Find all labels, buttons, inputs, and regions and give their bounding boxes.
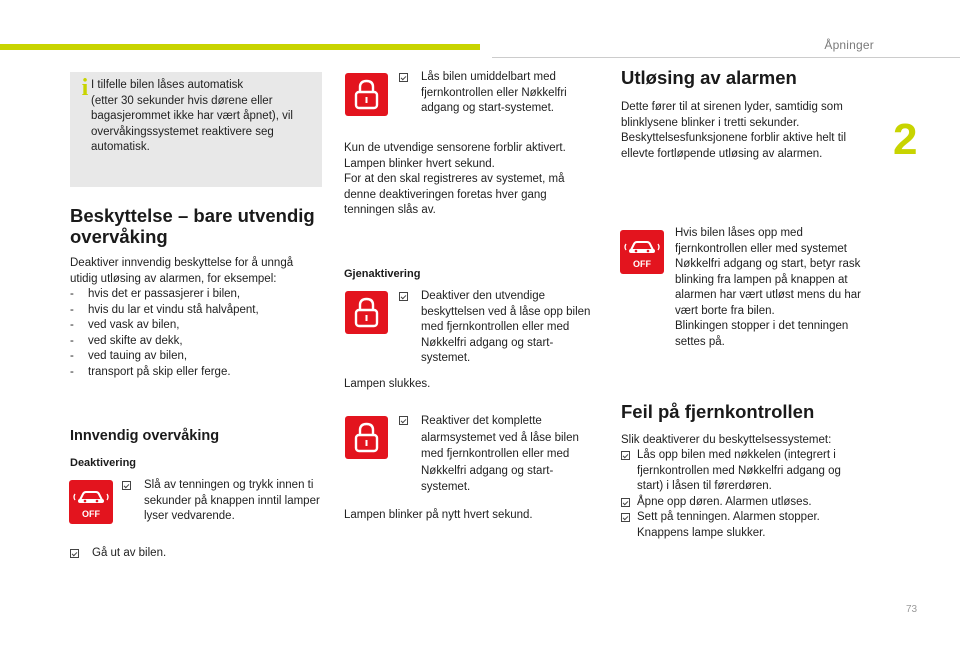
chapter-title: Åpninger <box>824 38 874 52</box>
lamp-blink-info: Lampen blinker på nytt hvert sekund. <box>344 509 533 521</box>
checkbox-icon <box>122 481 131 490</box>
list-item: - ved skifte av dekk, <box>70 334 183 347</box>
header-accent-bar <box>0 44 480 50</box>
svg-text:OFF: OFF <box>633 259 651 269</box>
section-title-line1: Beskyttelse – bare utvendig <box>70 205 315 226</box>
remote-fault-steps <box>621 448 861 541</box>
checkbox-icon <box>621 513 630 522</box>
info-icon: i <box>81 75 89 101</box>
section-title-alarm-trigger: Utløsing av alarmen <box>621 67 797 88</box>
step-unlock-with-key: Lås opp bilen med nøkkelen (integrert i fjernkontrollen med Nøkkelfri adgang og start) i låsen til førerdøren. <box>621 448 861 495</box>
list-item: - hvis du lar et vindu stå halvåpent, <box>70 303 259 316</box>
checkbox-icon <box>399 73 408 82</box>
car-alarm-icon <box>69 480 113 524</box>
section-title-exterior-only <box>70 205 332 247</box>
section-title-line2: overvåking <box>70 226 168 247</box>
alarm-off-button-icon <box>69 480 113 524</box>
section-title-interior: Innvendig overvåking <box>70 428 220 444</box>
checkbox-icon <box>399 416 408 425</box>
step-switch-off-ignition: Slå av tenningen og trykk innen ti sekunder på knappen inntil lamper lyser vedvarende. <box>122 478 322 525</box>
car-alarm-icon <box>620 230 664 274</box>
remote-fault-intro: Slik deaktiverer du beskyttelsessystemet: <box>621 434 832 446</box>
padlock-icon <box>345 416 388 459</box>
list-item: - transport på skip eller ferge. <box>70 365 231 378</box>
step-exit-vehicle: Gå ut av bilen. <box>70 546 322 562</box>
exterior-intro: Deaktiver innvendig beskyttelse for å unngå utidig utløsing av alarmen, for eksempel: <box>70 257 294 285</box>
header-rule <box>492 57 960 58</box>
checkbox-icon <box>621 498 630 507</box>
step-deactivate-exterior: Deaktiver den utvendige beskyttelsen ved å låse opp bilen med fjernkontrollen eller med Nøkkelfri adgang og start-systemet. <box>399 289 591 367</box>
info-text: I tilfelle bilen låses automatisk (etter 30 sekunder hvis dørene eller bagasjerommet ikke har vært åpnet), vil overvåkingssystemet reaktivere seg automatisk. <box>91 79 293 153</box>
checkbox-icon <box>621 451 630 460</box>
section-title-remote-fault: Feil på fjernkontrollen <box>621 401 815 422</box>
list-item: - ved vask av bilen, <box>70 319 180 331</box>
alarm-trigger-body: Dette fører til at sirenen lyder, samtidig som blinklysene blinker i tretti sekunder. Beskyttelsesfunksjonene forblir aktive helt til ellevte fortløpende utløsing av alarmen. <box>621 101 846 160</box>
step-open-door: Åpne opp døren. Alarmen utløses. <box>621 495 861 511</box>
checkbox-icon <box>70 549 79 558</box>
subhead-deactivation: Deaktivering <box>70 457 137 469</box>
padlock-icon <box>345 291 388 334</box>
list-item: - hvis det er passasjerer i bilen, <box>70 288 241 300</box>
step-reactivate-alarm: Reaktiver det komplette alarmsystemet ved å låse bilen med fjernkontrollen eller med Nøkkelfri adgang og start-systemet. <box>399 413 591 496</box>
alarm-triggered-note: Hvis bilen låses opp med fjernkontrollen eller med systemet Nøkkelfri adgang og start, betyr rask blinking fra lampen på knappen at alarmen har vært utløst mens du har vært borte fra bilen. Blinkingen stopper i det tenningen settes på. <box>675 227 861 348</box>
subhead-reactivation: Gjenaktivering <box>344 268 421 280</box>
list-item: - ved tauing av bilen, <box>70 350 188 362</box>
alarm-off-button-icon <box>620 230 664 274</box>
lamp-off-info: Lampen slukkes. <box>344 378 431 390</box>
lock-button-icon <box>345 416 388 459</box>
svg-text:OFF: OFF <box>82 509 100 519</box>
step-lock-immediately: Lås bilen umiddelbart med fjernkontrollen eller Nøkkelfri adgang og start-systemet. <box>399 70 589 117</box>
exterior-sensors-info: Kun de utvendige sensorene forblir aktivert. Lampen blinker hvert sekund. For at den skal registreres av systemet, må denne deaktiveringen foretas hver gang tenningen slås av. <box>344 142 566 216</box>
step-switch-on-ignition: Sett på tenningen. Alarmen stopper. Knappens lampe slukker. <box>621 510 861 541</box>
padlock-icon <box>345 73 388 116</box>
page-number: 73 <box>906 604 918 615</box>
lock-button-icon <box>345 73 388 116</box>
checkbox-icon <box>399 292 408 301</box>
exterior-examples-list <box>70 287 322 380</box>
chapter-number: 2 <box>893 115 918 164</box>
lock-button-icon <box>345 291 388 334</box>
